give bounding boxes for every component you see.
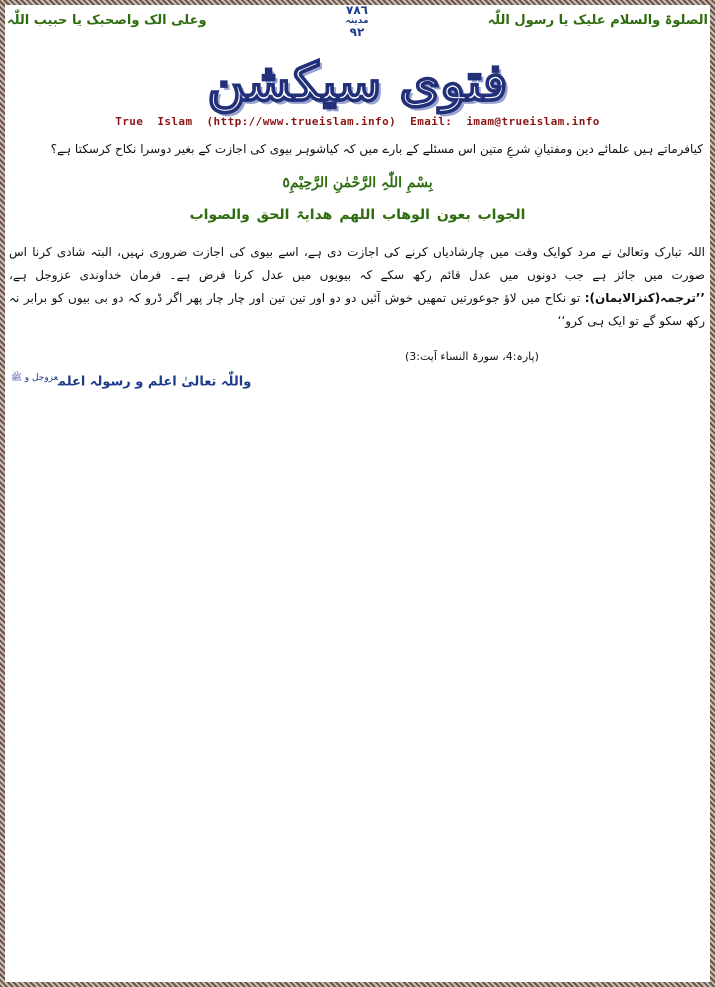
site-info-line: True Islam (http://www.trueislam.info) Email: imam@trueislam.info — [115, 115, 600, 128]
closing-text: واللّٰہ تعالیٰ اعلم و رسولہ اعلم — [57, 374, 252, 390]
header-bar — [5, 5, 710, 51]
question-text: کیافرماتے ہیں علمائے دین ومفتیانِ شرعِ متین اس مسئلے کے بارے میں کہ کیاشوہر بیوی کی اجازت کے بغیر دوسرا نکاح کرسکتا ہے؟ — [50, 142, 703, 156]
salutation-right: الصلوۃ والسلام علیک یا رسول اللّٰہ — [487, 13, 708, 28]
page-number-block — [327, 5, 387, 38]
answer-body — [9, 241, 705, 333]
page-number-bottom: ٩٢ — [349, 25, 365, 39]
answer-paragraph — [9, 241, 705, 333]
tarjama-text: تو نکاح میں لاؤ جوعورتیں تمھیں خوش آئیں دو دو اور تین تین اور چار چار پھر اگر ڈرو کہ دو بی بیوں کو برابر نہ رکھ سکو گے تو ایک ہی کرو‘‘ — [9, 291, 705, 328]
closing-line — [7, 371, 251, 389]
salutation-left: وعلی الک واصحبک یا حبیب اللّٰہ — [7, 13, 207, 28]
honorific-glyph: عزوجل و ﷺ — [11, 373, 58, 383]
quran-reference: (پارہ:4، سورۃ النساء آیت:3) — [405, 350, 539, 363]
bismillah: بِسْمِ اللّٰہِ الرَّحْمٰنِ الرَّحِیْمِ٥ — [282, 175, 433, 191]
page-number-top: ٧٨٦ — [346, 5, 368, 17]
fatwa-page — [5, 5, 710, 982]
answer-text: اللہ تبارک وتعالیٰ نے مرد کوایک وقت میں چارشادیاں کرنے کی اجازت دی ہے، اسے بیوی کی اجازت ضروری نہیں، البتہ شادی کرنا اس صورت میں جائز ہے جب دونوں میں عدل قائم رکھ سکے کہ بیویوں میں عدل کرنا فرض ہے۔ فرمان خداوندی عزوجل ہے، — [9, 245, 705, 282]
answer-heading: الجواب بعون الوھاب اللھم ھدایۃ الحق والصواب — [189, 207, 526, 223]
page-number-city: مدینہ — [345, 16, 369, 26]
page-title: فتوی سیکشن — [207, 52, 508, 113]
tarjama-label: ’’ترجمہ(کنزالایمان): — [584, 291, 705, 305]
